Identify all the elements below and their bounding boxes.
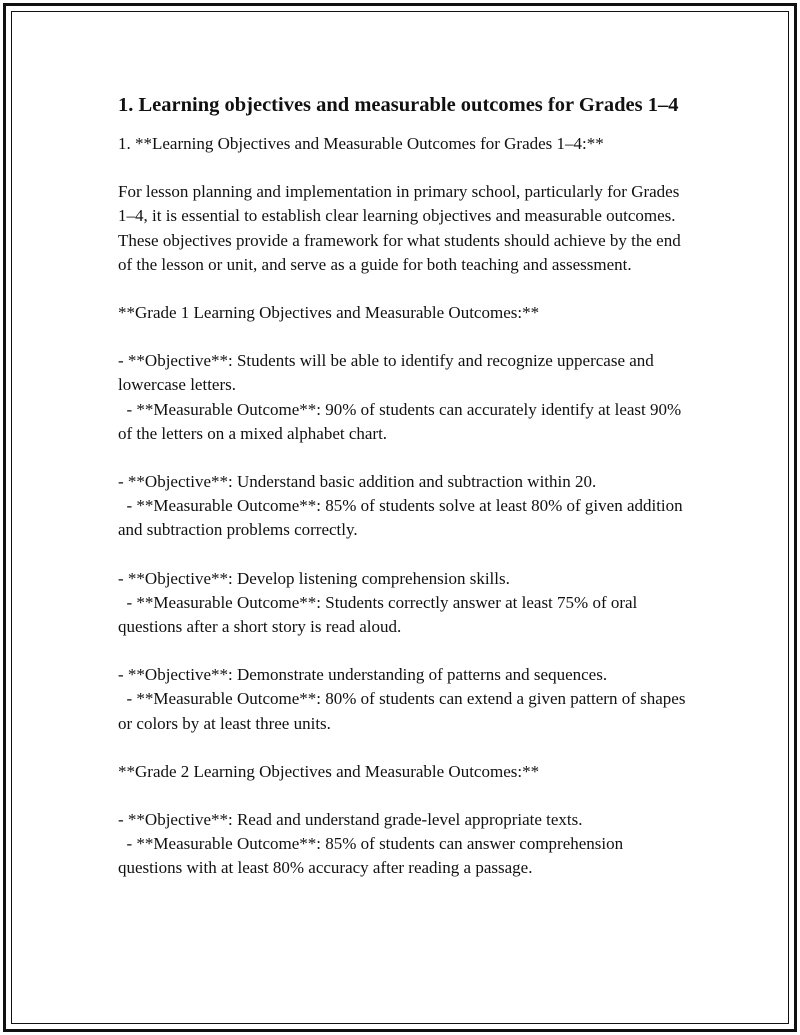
measurable-outcome-text: - **Measurable Outcome**: 85% of students solve at least 80% of given addition and subtraction problems correctly. [118, 496, 687, 540]
grade1-item [118, 567, 686, 640]
section-subheading: 1. **Learning Objectives and Measurable Outcomes for Grades 1–4:** [118, 134, 604, 153]
objective-text: - **Objective**: Read and understand grade-level appropriate texts. [118, 810, 583, 830]
grade2-item [118, 808, 686, 881]
measurable-outcome-text: - **Measurable Outcome**: Students correctly answer at least 75% of oral questions after a short story is read aloud. [118, 592, 642, 637]
grade1-title: **Grade 1 Learning Objectives and Measurable Outcomes:** [118, 303, 540, 323]
grade1-item [118, 349, 686, 446]
grade1-item [118, 470, 686, 543]
document-body [118, 92, 690, 905]
measurable-outcome-text: - **Measurable Outcome**: 90% of students can accurately identify at least 90% of the letters on a mixed alphabet chart. [118, 399, 686, 443]
objective-text: - **Objective**: Understand basic addition and subtraction within 20. [118, 472, 597, 492]
objective-text: - **Objective**: Students will be able to identify and recognize uppercase and lowercase letters. [118, 351, 659, 395]
grade1-item [118, 663, 690, 736]
intro-paragraph: For lesson planning and implementation in primary school, particularly for Grades 1–4, it is essential to establish clear learning objectives and measurable outcomes. These objectives provide a framework for what students should achieve by the end of the lesson or unit, and serve as a guide for both teaching and assessment. [118, 182, 685, 274]
objective-text: - **Objective**: Develop listening comprehension skills. [118, 568, 510, 588]
measurable-outcome-text: - **Measurable Outcome**: 80% of students can extend a given pattern of shapes or colors by at least three units. [118, 689, 690, 733]
section-heading: 1. Learning objectives and measurable outcomes for Grades 1–4 [118, 94, 679, 116]
measurable-outcome-text: - **Measurable Outcome**: 85% of students can answer comprehension questions with at least 80% accuracy after reading a passage. [118, 834, 628, 878]
objective-text: - **Objective**: Demonstrate understanding of patterns and sequences. [118, 665, 608, 685]
grade2-title: **Grade 2 Learning Objectives and Measurable Outcomes:** [118, 761, 540, 781]
